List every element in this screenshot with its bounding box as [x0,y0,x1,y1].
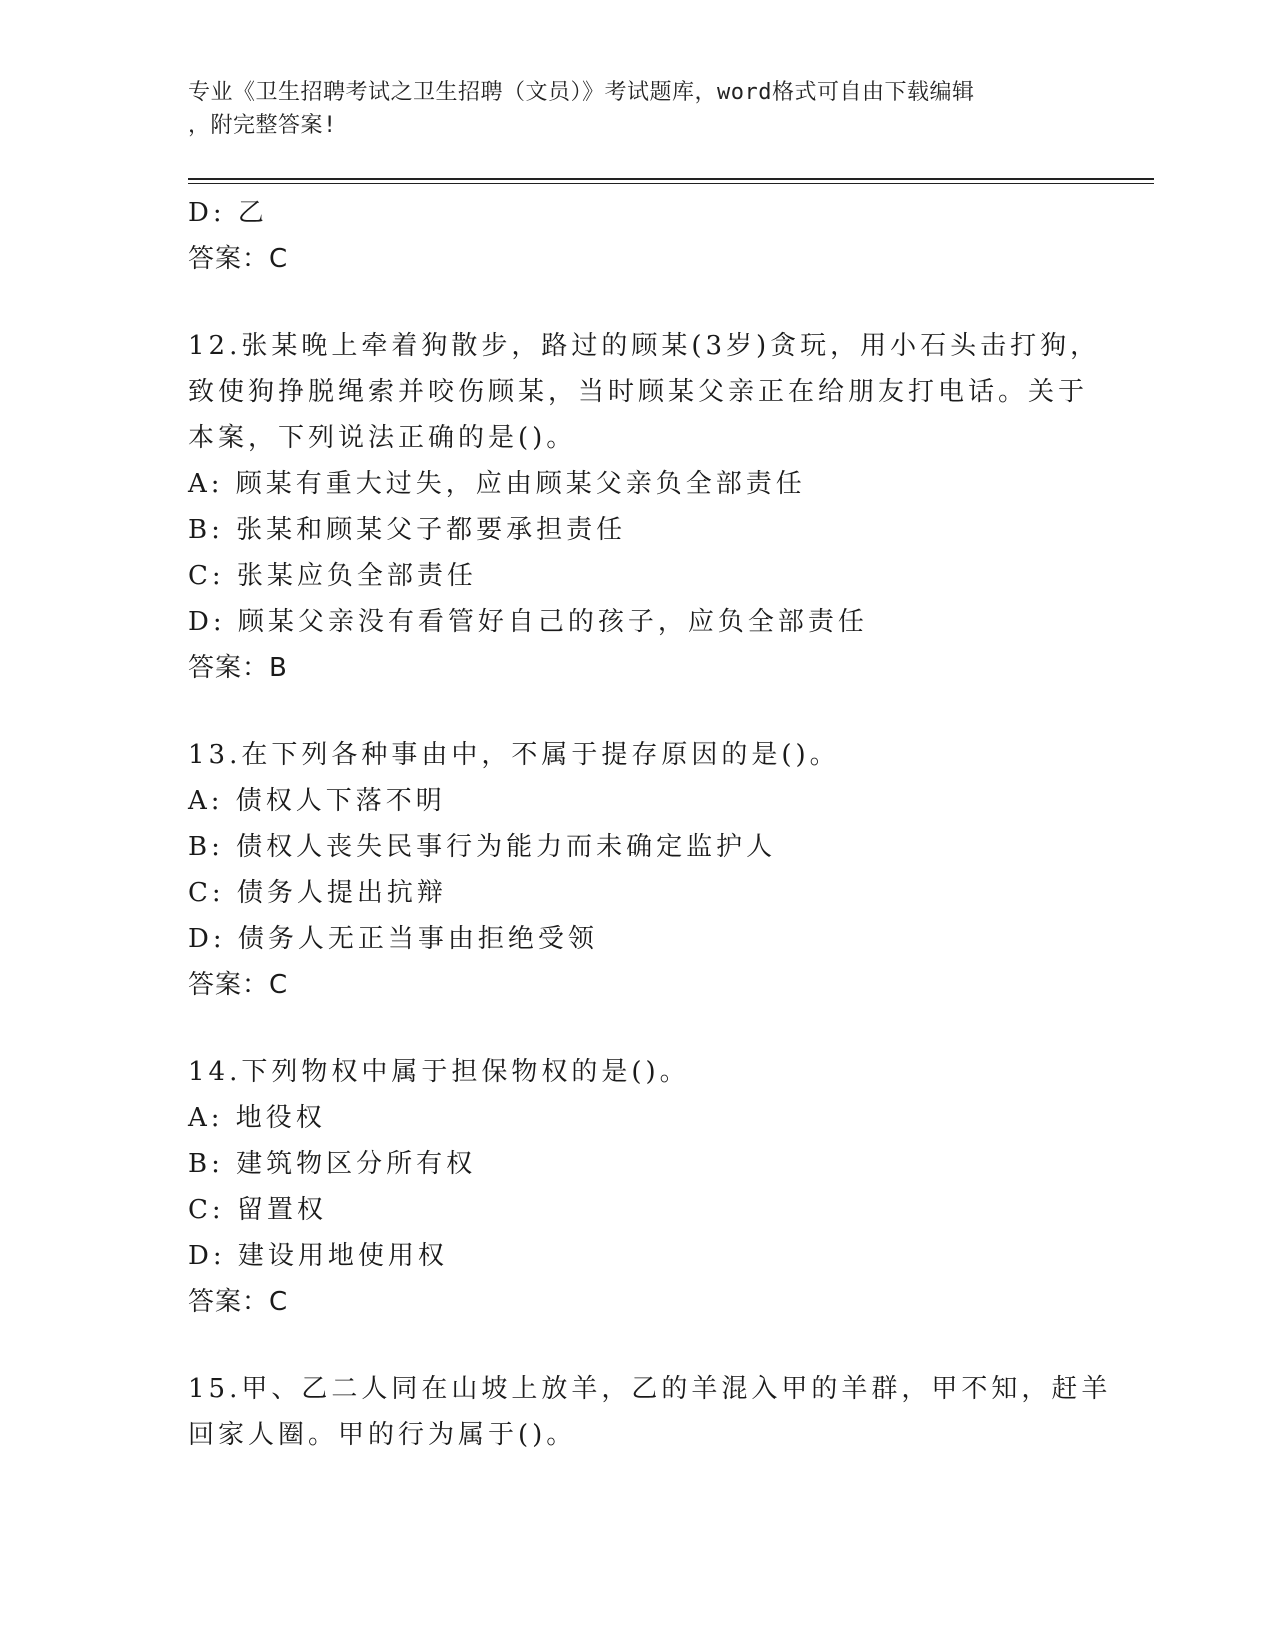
option-c: C: 留置权 [188,1195,327,1225]
question-stem-line: 本案，下列说法正确的是()。 [188,423,577,453]
question-stem-line: 回家人圈。甲的行为属于()。 [188,1420,577,1450]
question-15 [188,1366,1112,1458]
option-c: C: 张某应负全部责任 [188,561,477,591]
question-12 [188,323,1101,691]
header-line-1: 专业《卫生招聘考试之卫生招聘（文员）》考试题库，word格式可自由下载编辑 [188,80,975,105]
option-b: B: 建筑物区分所有权 [188,1149,477,1179]
question-stem-line: 15.甲、乙二人同在山坡上放羊，乙的羊混入甲的羊群，甲不知，赶羊 [188,1374,1112,1404]
option-a: A: 顾某有重大过失，应由顾某父亲负全部责任 [188,469,806,499]
question-stem-line: 13.在下列各种事由中，不属于提存原因的是()。 [188,740,840,770]
option-a: A: 地役权 [188,1103,326,1133]
option-b: B: 张某和顾某父子都要承担责任 [188,515,627,545]
question-14 [188,1049,1088,1325]
spacer [188,1325,1088,1366]
header-rule-thin [188,183,1154,184]
question-stem-line: 14.下列物权中属于担保物权的是()。 [188,1057,690,1087]
question-stem-line: 致使狗挣脱绳索并咬伤顾某，当时顾某父亲正在给朋友打电话。关于 [188,377,1089,407]
option-b: B: 债权人丧失民事行为能力而未确定监护人 [188,832,777,862]
answer: 答案：B [188,653,288,683]
question-13 [188,732,1088,1008]
header-line-2: ，附完整答案! [188,113,337,138]
answer: 答案：C [188,244,289,274]
question-stem-line: 12.张某晚上牵着狗散步，路过的顾某(3岁)贪玩，用小石头击打狗， [188,331,1101,361]
header-rule [188,178,1154,180]
answer: 答案：C [188,970,289,1000]
question-11-tail [188,190,1088,282]
option-d: D: 债务人无正当事由拒绝受领 [188,924,598,954]
option-a: A: 债权人下落不明 [188,786,446,816]
option-d: D: 建设用地使用权 [188,1241,448,1271]
option-d: D: 乙 [188,198,268,228]
document-header [188,76,1068,142]
spacer [188,1008,1088,1049]
spacer [188,282,1088,323]
answer: 答案：C [188,1287,289,1317]
option-d: D: 顾某父亲没有看管好自己的孩子，应负全部责任 [188,607,868,637]
question-list [188,190,1112,1458]
spacer [188,691,1088,732]
option-c: C: 债务人提出抗辩 [188,878,447,908]
